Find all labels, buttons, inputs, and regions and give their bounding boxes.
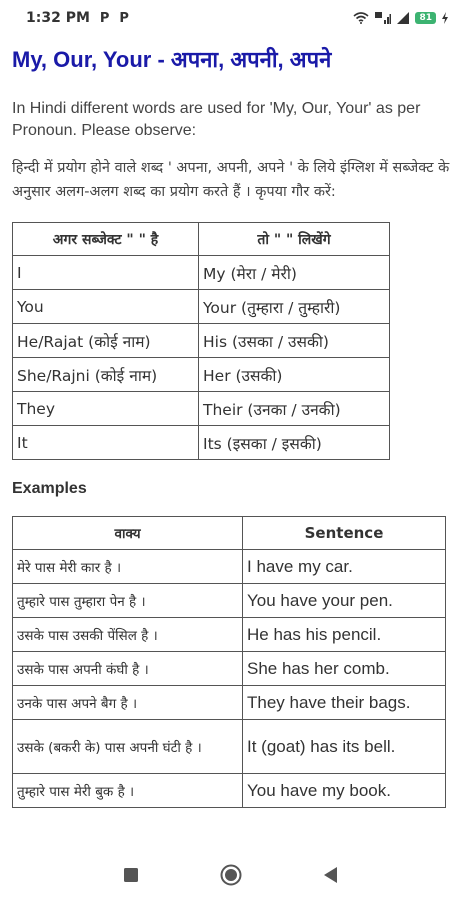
recent-apps-button[interactable] xyxy=(117,861,145,889)
table-cell: You have my book. xyxy=(243,774,446,808)
table-header-row xyxy=(13,223,390,256)
table-cell: तुम्हारे पास तुम्हारा पेन है । xyxy=(13,584,243,618)
column-header: वाक्य xyxy=(13,517,243,550)
navigation-bar xyxy=(0,850,462,900)
column-header: अगर सब्जेक्ट " " है xyxy=(13,223,199,256)
table-row xyxy=(13,686,446,720)
notification-p-icon: P xyxy=(119,10,129,26)
table-cell: They have their bags. xyxy=(243,686,446,720)
table-cell: His (उसका / उसकी) xyxy=(199,324,390,358)
table-row xyxy=(13,290,390,324)
column-header: Sentence xyxy=(243,517,446,550)
lte-signal-icon xyxy=(375,12,391,24)
home-button[interactable] xyxy=(217,861,245,889)
table-row xyxy=(13,324,390,358)
table-row xyxy=(13,584,446,618)
page-title: My, Our, Your - अपना, अपनी, अपने xyxy=(12,47,332,72)
column-header: तो " " लिखेंगे xyxy=(199,223,390,256)
status-time: 1:32 PM xyxy=(26,10,90,26)
intro-hindi: हिन्दी में प्रयोग होने वाले शब्द ' अपना, अपनी, अपने ' के लिये इंग्लिश में सब्जेक्ट के अनुसार अलग-अलग शब्द का प्रयोग करते हैं । कृपया गौर करें: xyxy=(12,160,450,200)
table-row xyxy=(13,652,446,686)
table-row xyxy=(13,720,446,774)
table-header-row xyxy=(13,517,446,550)
table-cell: Its (इसका / इसकी) xyxy=(199,426,390,460)
table-cell: It xyxy=(13,426,199,460)
table-row xyxy=(13,256,390,290)
intro-english: In Hindi different words are used for 'My, Our, Your' as per Pronoun. Please observe: xyxy=(12,100,421,139)
notification-p-icon: P xyxy=(99,10,110,26)
examples-table xyxy=(12,516,446,808)
table-cell: Your (तुम्हारा / तुम्हारी) xyxy=(199,290,390,324)
table-row xyxy=(13,618,446,652)
table-cell: उसके पास अपनी कंघी है । xyxy=(13,652,243,686)
table-cell: मेरे पास मेरी कार है । xyxy=(13,550,243,584)
table-cell: उसके (बकरी के) पास अपनी घंटी है । xyxy=(13,720,243,774)
status-left xyxy=(26,10,129,26)
article xyxy=(0,44,462,808)
table-cell: I xyxy=(13,256,199,290)
table-cell: उनके पास अपने बैग है । xyxy=(13,686,243,720)
table-cell: Her (उसकी) xyxy=(199,358,390,392)
battery-icon: 81 xyxy=(415,12,436,24)
table-cell: उसके पास उसकी पेंसिल है । xyxy=(13,618,243,652)
pronoun-table xyxy=(12,222,390,460)
back-icon xyxy=(324,867,338,883)
back-button[interactable] xyxy=(317,861,345,889)
table-cell: It (goat) has its bell. xyxy=(243,720,446,774)
table-row xyxy=(13,426,390,460)
table-row xyxy=(13,550,446,584)
table-cell: She/Rajni (कोई नाम) xyxy=(13,358,199,392)
examples-heading: Examples xyxy=(12,480,87,497)
table-row xyxy=(13,774,446,808)
table-cell: You xyxy=(13,290,199,324)
table-cell: I have my car. xyxy=(243,550,446,584)
status-bar xyxy=(0,0,462,36)
table-cell: You have your pen. xyxy=(243,584,446,618)
table-cell: He/Rajat (कोई नाम) xyxy=(13,324,199,358)
signal-icon xyxy=(397,12,409,24)
status-right xyxy=(353,12,448,24)
charging-icon xyxy=(442,12,448,24)
table-cell: Their (उनका / उनकी) xyxy=(199,392,390,426)
wifi-icon xyxy=(353,12,369,24)
home-icon xyxy=(220,864,242,886)
table-cell: My (मेरा / मेरी) xyxy=(199,256,390,290)
table-cell: He has his pencil. xyxy=(243,618,446,652)
recent-apps-icon xyxy=(124,868,138,882)
table-cell: They xyxy=(13,392,199,426)
table-cell: She has her comb. xyxy=(243,652,446,686)
table-row xyxy=(13,392,390,426)
table-row xyxy=(13,358,390,392)
table-cell: तुम्हारे पास मेरी बुक है । xyxy=(13,774,243,808)
